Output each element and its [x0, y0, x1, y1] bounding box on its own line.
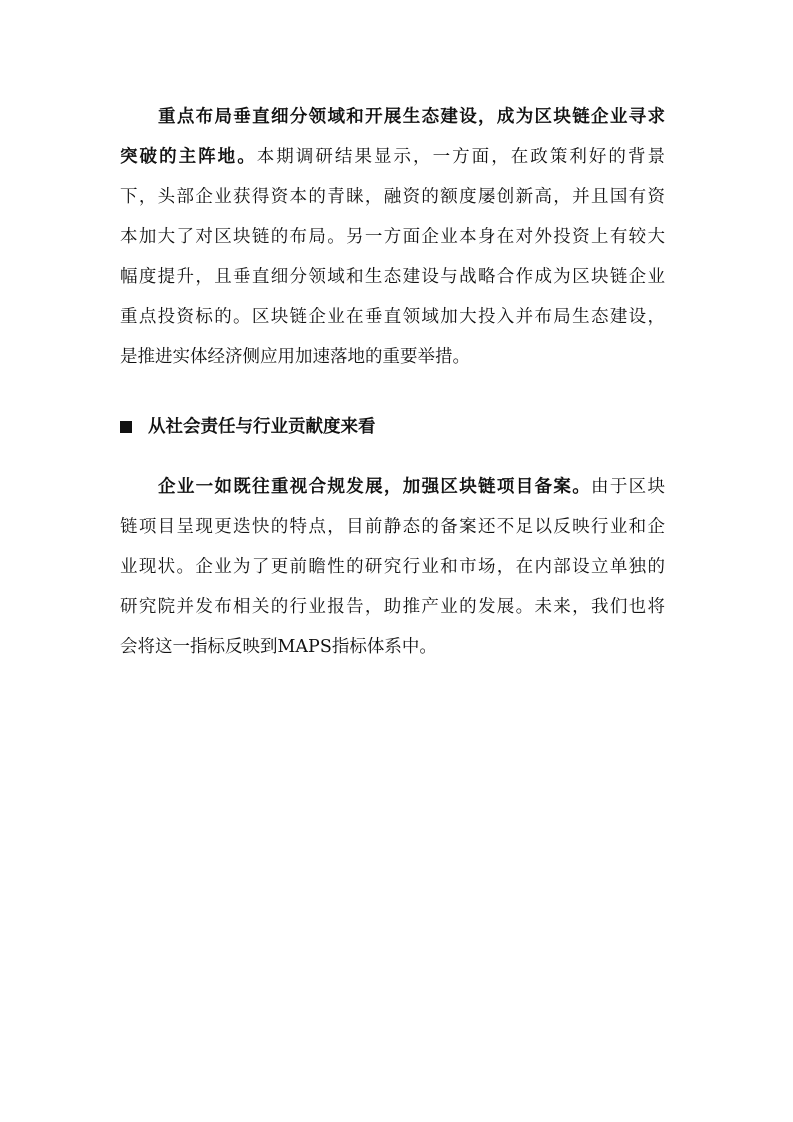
paragraph-line: 是推进实体经济侧应用加速落地的重要举措。 [120, 347, 470, 367]
paragraph-line: 重点布局垂直细分领域和开展生态建设，成为区块链企业寻求 [158, 107, 665, 127]
paragraph-line: 本加大了对区块链的布局。另一方面企业本身在对外投资上有较大 [120, 227, 665, 247]
paragraph-text: 本期调研结果显示，一方面，在政策利好的背景 [256, 147, 666, 167]
heading-line [120, 407, 665, 447]
paragraph-line [120, 467, 665, 507]
paragraph-line: 业现状。企业为了更前瞻性的研究行业和市场，在内部设立单独的 [120, 557, 665, 577]
paragraph-line: 幅度提升，且垂直细分领域和生态建设与战略合作成为区块链企业 [120, 267, 665, 287]
paragraph-line: 链项目呈现更迭快的特点，目前静态的备案还不足以反映行业和企 [120, 517, 665, 537]
paragraph-compliance [120, 467, 665, 667]
heading-text: 从社会责任与行业贡献度来看 [148, 417, 376, 437]
square-bullet-icon [120, 421, 132, 433]
bold-phrase: 突破的主阵地。 [120, 147, 257, 167]
paragraph-line: 研究院并发布相关的行业报告，助推产业的发展。未来，我们也将 [120, 597, 665, 617]
paragraph-ecosystem [120, 97, 665, 377]
paragraph-line: 重点投资标的。区块链企业在垂直领域加大投入并布局生态建设， [120, 307, 665, 327]
paragraph-text: 由于区块 [591, 477, 666, 497]
paragraph-line [120, 137, 665, 177]
paragraph-line: 下，头部企业获得资本的青睐，融资的额度屡创新高，并且国有资 [120, 187, 665, 207]
section-heading [120, 407, 665, 447]
paragraph-line: 会将这一指标反映到MAPS指标体系中。 [120, 637, 437, 657]
bold-phrase: 企业一如既往重视合规发展，加强区块链项目备案。 [158, 477, 592, 497]
